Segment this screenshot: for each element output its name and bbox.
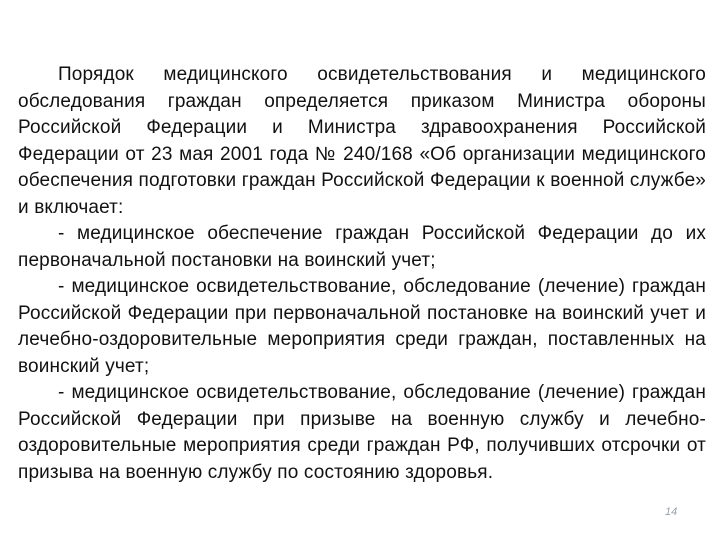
list-item-conscription: - медицинское освидетельствование, обследование (лечение) граждан Российской Федерации при призыве на военную службу и лечебно-оздоровительные мероприятия среди граждан РФ, получивших отсрочки от призыва на военную службу по состоянию здоровья.	[18, 382, 706, 483]
slide-body	[18, 62, 706, 486]
intro-paragraph: Порядок медицинского освидетельствования и медицинского обследования граждан определяется приказом Министра обороны Российской Федерации и Министра здравоохранения Российской Федерации от 23 мая 2001 года № 240/168 «Об организации медицинского обеспечения подготовки граждан Российской Федерации к военной службе» и включает:	[18, 64, 706, 218]
page-number: 14	[665, 506, 678, 518]
list-item-medical-support: - медицинское обеспечение граждан Российской Федерации до их первоначальной постановки на воинский учет;	[18, 223, 706, 271]
list-item-initial-registration: - медицинское освидетельствование, обследование (лечение) граждан Российской Федерации при первоначальной постановке на воинский учет и лечебно-оздоровительные мероприятия среди граждан, поставленных на воинский учет;	[18, 276, 706, 377]
